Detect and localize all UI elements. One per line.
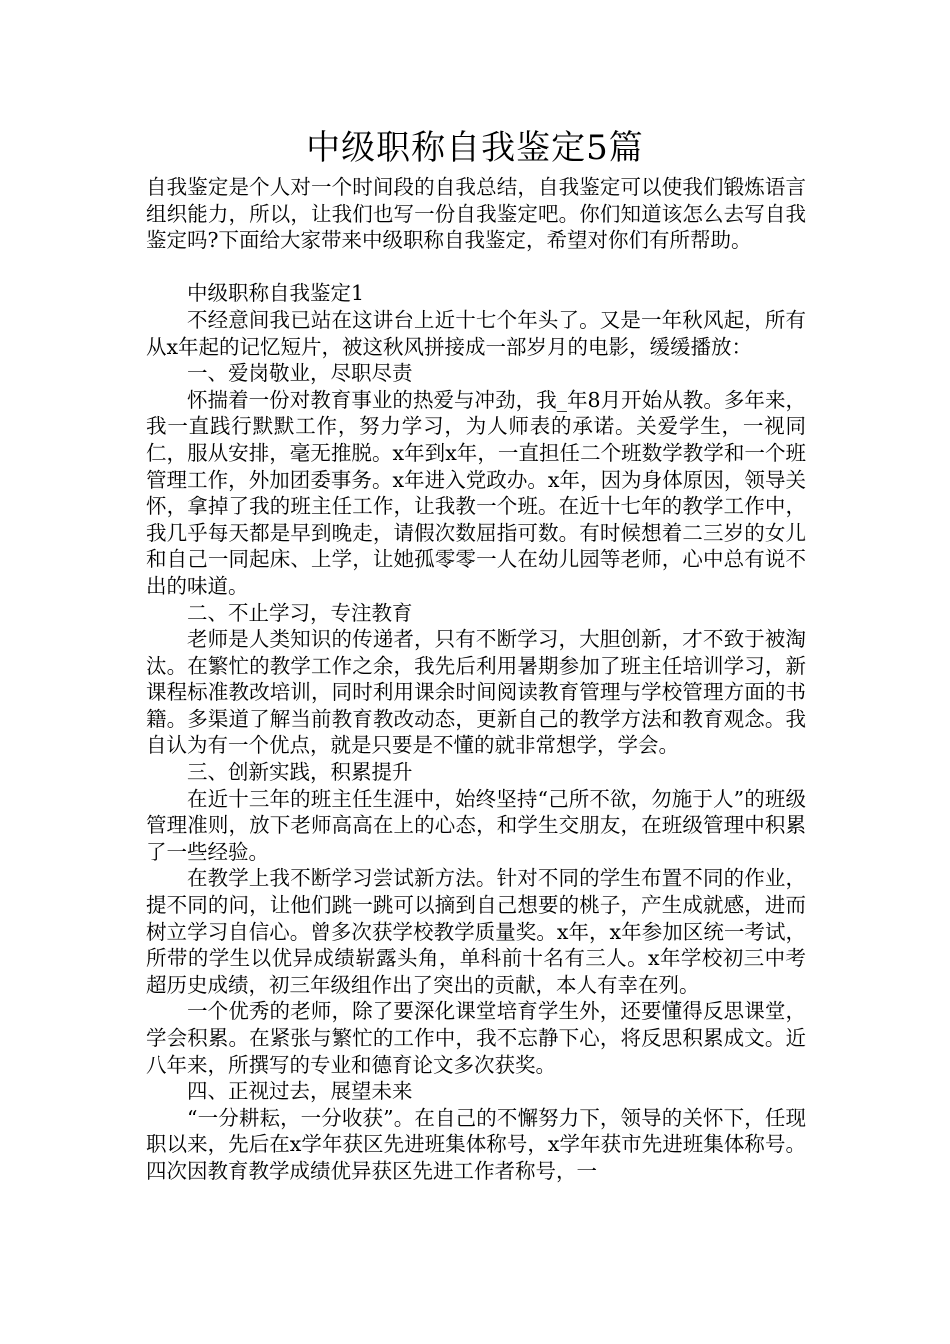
subheading: 二、不止学习，专注教育: [187, 600, 413, 625]
body-paragraph: “一分耕耘，一分收获”。在自己的不懈努力下，领导的关怀下，任现职以来，先后在x学年获区先进班集体称号，x学年获市先进班集体称号。四次因教育教学成绩优异获区先进工作者称号，一: [146, 1105, 806, 1183]
subheading: 一、爱岗敬业，尽职尽责: [187, 361, 413, 386]
intro-paragraph: 自我鉴定是个人对一个时间段的自我总结，自我鉴定可以使我们锻炼语言组织能力，所以，让我们也写一份自我鉴定吧。你们知道该怎么去写自我鉴定吗?下面给大家带来中级职称自我鉴定，希望对你们有所帮助。: [146, 175, 806, 253]
body-paragraph: 老师是人类知识的传递者，只有不断学习，大胆创新，才不致于被淘汰。在繁忙的教学工作之余，我先后利用暑期参加了班主任培训学习，新课程标准教改培训，同时利用课余时间阅读教育管理与学校管理方面的书籍。多渠道了解当前教育教改动态，更新自己的教学方法和教育观念。我自认为有一个优点，就是只要是不懂的就非常想学，学会。: [146, 627, 806, 758]
blank-line: [146, 254, 806, 281]
body-paragraph: 在教学上我不断学习尝试新方法。针对不同的学生布置不同的作业，提不同的问，让他们跳一跳可以摘到自己想要的桃子，产生成就感，进而树立学习自信心。曾多次获学校教学质量奖。x年，x年参加区统一考试，所带的学生以优异成绩崭露头角，单科前十名有三人。x年学校初三中考超历史成绩，初三年级组作出了突出的贡献，本人有幸在列。: [146, 866, 806, 997]
subheading: 三、创新实践，积累提升: [187, 760, 413, 785]
document-body: [146, 174, 806, 1185]
body-paragraph: 一个优秀的老师，除了要深化课堂培育学生外，还要懂得反思课堂，学会积累。在紧张与繁忙的工作中，我不忘静下心，将反思积累成文。近八年来，所撰写的专业和德育论文多次获奖。: [146, 999, 806, 1077]
subheading: 四、正视过去，展望未来: [187, 1079, 413, 1104]
section-heading: 中级职称自我鉴定1: [187, 281, 365, 306]
body-paragraph: 不经意间我已站在这讲台上近十七个年头了。又是一年秋风起，所有从x年起的记忆短片，被这秋风拼接成一部岁月的电影，缓缓播放：: [146, 307, 806, 359]
body-paragraph: 在近十三年的班主任生涯中，始终坚持“己所不欲，勿施于人”的班级管理准则，放下老师高高在上的心态，和学生交朋友，在班级管理中积累了一些经验。: [146, 786, 806, 864]
body-paragraph: 怀揣着一份对教育事业的热爱与冲劲，我_年8月开始从教。多年来，我一直践行默默工作，努力学习，为人师表的承诺。关爱学生，一视同仁，服从安排，毫无推脱。x年到x年，一直担任二个班数学教学和一个班管理工作，外加团委事务。x年进入党政办。x年，因为身体原因，领导关怀，拿掉了我的班主任工作，让我教一个班。在近十七年的教学工作中，我几乎每天都是早到晚走，请假次数屈指可数。有时候想着二三岁的女儿和自己一同起床、上学，让她孤零零一人在幼儿园等老师，心中总有说不出的味道。: [146, 387, 806, 598]
document-title: 中级职称自我鉴定5篇: [306, 128, 644, 168]
